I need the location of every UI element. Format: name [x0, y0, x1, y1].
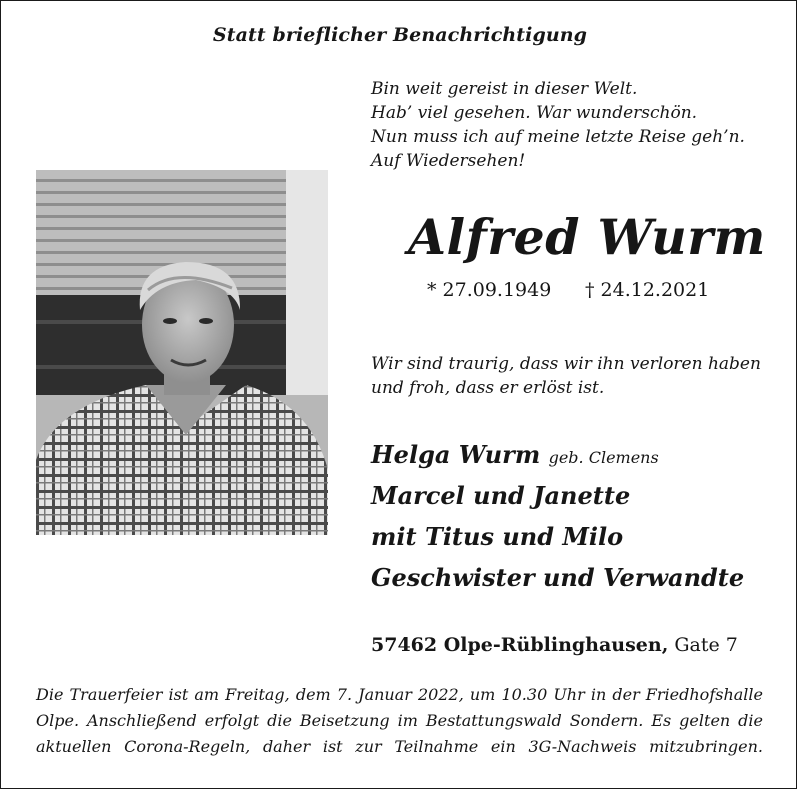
- mourner-line: Marcel und Janette: [371, 481, 631, 510]
- notice-line: Olpe. Anschließend erfolgt die Beisetzung im Bestattungswald Sondern. Es gelten die: [36, 711, 763, 730]
- notice-line: aktuellen Corona-Regeln, daher ist zur Teilnahme ein 3G-Nachweis mitzubringen.: [36, 737, 763, 756]
- notice-heading: Statt brieflicher Benachrichtigung: [212, 24, 588, 46]
- mourner-line: mit Titus und Milo: [371, 522, 624, 551]
- birth-date: * 27.09.1949: [427, 279, 552, 301]
- poem-line: Nun muss ich auf meine letzte Reise geh’n.: [371, 127, 745, 147]
- quote-line: Wir sind traurig, dass wir ihn verloren haben: [371, 354, 761, 374]
- mourners-list: [371, 436, 791, 600]
- deceased-name: Alfred Wurm: [408, 208, 766, 266]
- poem-line: Auf Wiedersehen!: [371, 151, 526, 171]
- death-date: † 24.12.2021: [585, 279, 710, 301]
- funeral-notice: [36, 682, 763, 760]
- poem-line: Bin weit gereist in dieser Welt.: [371, 79, 638, 99]
- address-place: 57462 Olpe-Rüblinghausen,: [371, 634, 669, 656]
- address-street: Gate 7: [674, 634, 738, 656]
- poem-line: Hab’ viel gesehen. War wunderschön.: [371, 103, 698, 123]
- portrait-photo: [36, 170, 328, 535]
- maiden-name-note: geb. Clemens: [548, 448, 659, 467]
- address: [371, 634, 738, 656]
- poem: [371, 77, 791, 173]
- mourning-quote: [371, 352, 791, 400]
- mourner-line: Geschwister und Verwandte: [371, 563, 745, 592]
- notice-line: Die Trauerfeier ist am Freitag, dem 7. Januar 2022, um 10.30 Uhr in der Friedhofshalle: [36, 685, 763, 704]
- quote-line: und froh, dass er erlöst ist.: [371, 378, 605, 398]
- mourner-name: Helga Wurm: [371, 440, 541, 469]
- mourner-line: [371, 436, 791, 477]
